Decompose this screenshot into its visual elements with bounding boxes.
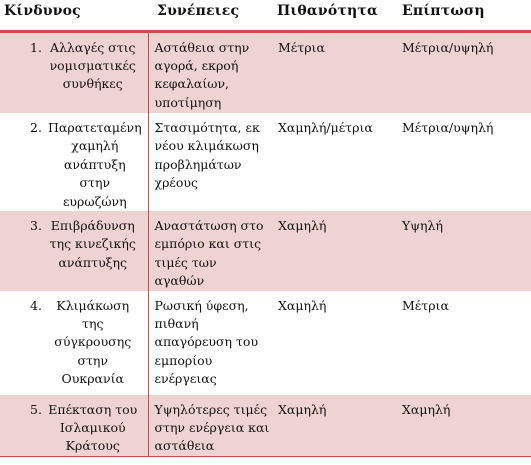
risk-cell [0,395,148,457]
impact-cell: Μέτρια/υψηλή [402,113,531,211]
probability-cell: Χαμηλή/μέτρια [274,113,402,211]
risk-number: 3. [30,218,42,234]
header-impact: Επίπτωση [402,0,531,31]
impact-cell: Μέτρια/υψηλή [402,31,531,113]
impact-cell: Χαμηλή [402,395,531,457]
risk-text: Κλιμάκωση της σύγκρουσης στην Ουκρανία [54,297,132,387]
risk-text: Επιβράδυνση της κινεζικής ανάπτυξης [49,218,136,270]
table-row [0,113,531,211]
risk-number: 4. [30,297,42,313]
table-row [0,31,531,113]
risk-text: Επέκταση του Ισλαμικού Κράτους [48,401,138,454]
probability-cell: Χαμηλή [274,211,402,291]
probability-cell: Χαμηλή [274,395,402,457]
consequences-cell: Ρωσική ύφεση, πιθανή απαγόρευση του εμπορίου ενέργειας [148,291,274,395]
table-row [0,211,531,291]
probability-cell: Μέτρια [274,31,402,113]
risk-number: 1. [30,39,42,55]
consequences-cell: Αναστάτωση στο εμπόριο και στις τιμές των αγαθών [148,211,274,291]
consequences-cell: Αστάθεια στην αγορά, εκροή κεφαλαίων, υποτίμηση [148,31,274,113]
impact-cell: Υψηλή [402,211,531,291]
impact-cell: Μέτρια [402,291,531,395]
table-row [0,291,531,395]
header-probability: Πιθανότητα [274,0,402,31]
risk-number: 2. [30,120,42,135]
header-risk: Κίνδυνος [0,0,148,31]
consequences-cell: Υψηλότερες τιμές στην ενέργεια και αστάθεια [148,395,274,457]
risk-cell [0,211,148,291]
risk-cell [0,291,148,395]
table-row [0,395,531,457]
risk-cell [0,113,148,211]
risk-cell [0,31,148,113]
risk-number: 5. [30,401,42,417]
risk-text: Παρατεταμένη χαμηλή ανάπτυξη στην ευρωζώνη [48,120,142,209]
header-row [0,0,531,31]
header-consequences: Συνέπειες [148,0,274,31]
consequences-cell: Στασιμότητα, εκ νέου κλιμάκωση προβλημάτων χρέους [148,113,274,211]
risk-text: Αλλαγές στις νομισματικές συνθήκες [49,39,136,92]
probability-cell: Χαμηλή [274,291,402,395]
